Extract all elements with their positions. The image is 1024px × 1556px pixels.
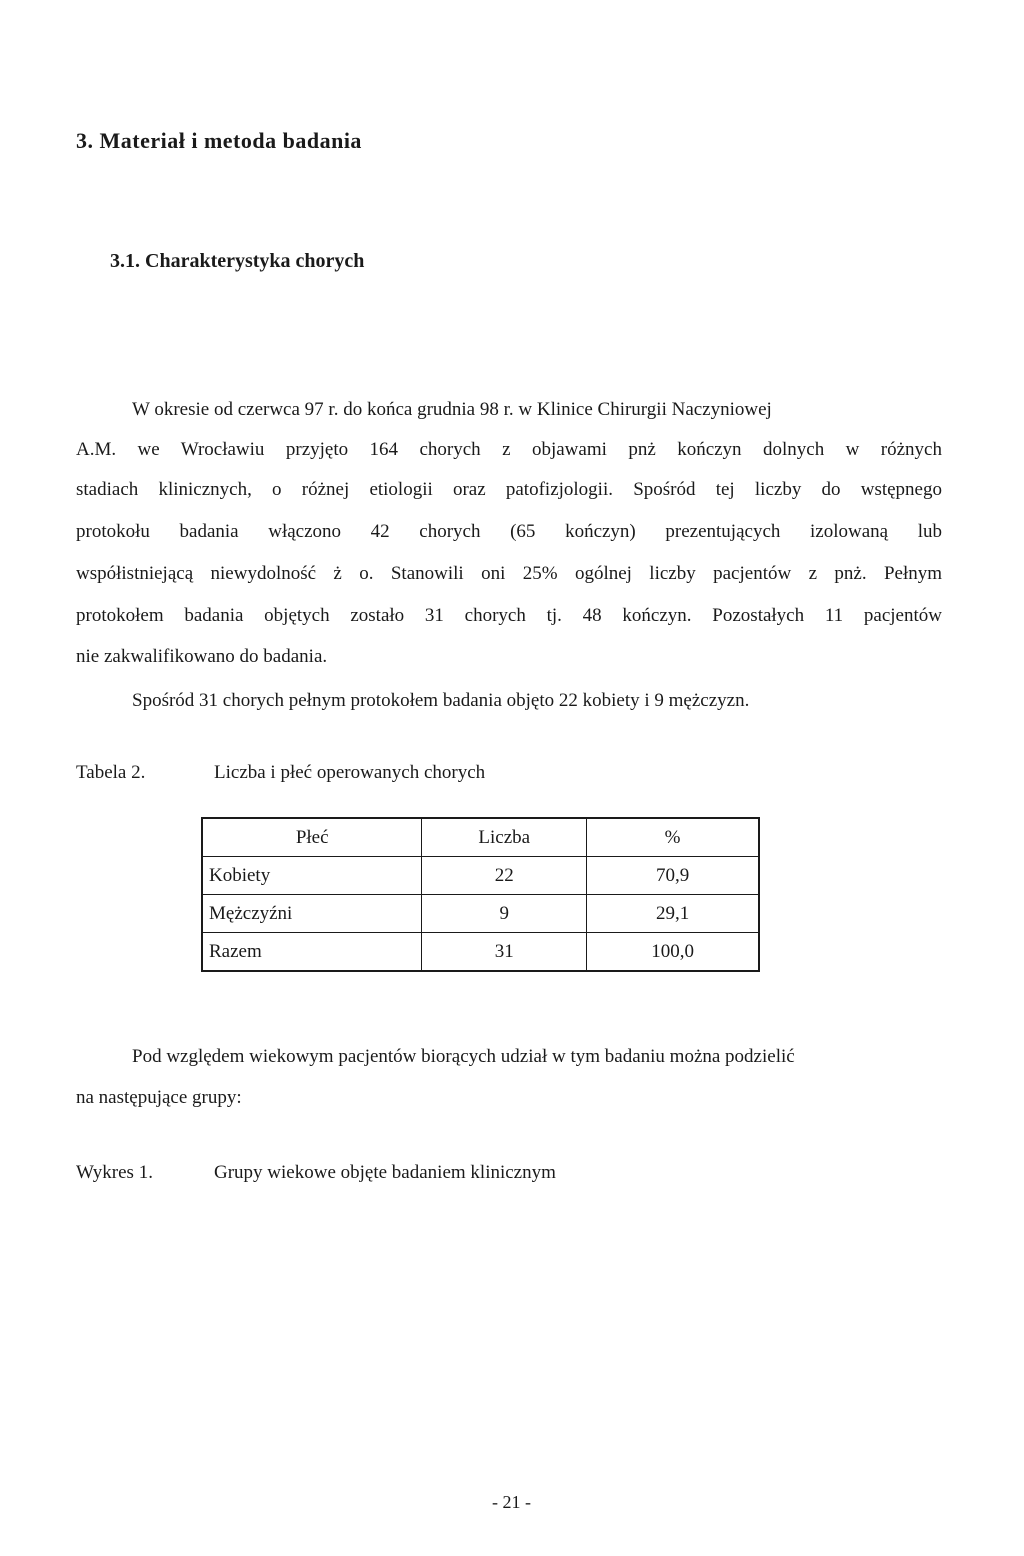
column-header-count: Liczba xyxy=(422,818,587,857)
section-heading: 3. Materiał i metoda badania xyxy=(76,128,362,153)
paragraph-3-line: na następujące grupy: xyxy=(76,1087,242,1108)
table-cell: 70,9 xyxy=(587,857,759,895)
subsection-heading: 3.1. Charakterystyka chorych xyxy=(110,250,365,272)
paragraph-3-line: Pod względem wiekowym pacjentów biorących udział w tym badaniu można podzielić xyxy=(132,1046,795,1067)
paragraph-1-line: protokołem badania objętych zostało 31 chorych tj. 48 kończyn. Pozostałych 11 pacjentów xyxy=(76,605,942,626)
table-header-row xyxy=(202,818,759,857)
chart-caption-title: Grupy wiekowe objęte badaniem klinicznym xyxy=(214,1162,556,1183)
gender-table xyxy=(201,817,760,972)
paragraph-1-line: A.M. we Wrocławiu przyjęto 164 chorych z objawami pnż kończyn dolnych w różnych xyxy=(76,439,942,460)
page-number: - 21 - xyxy=(492,1492,531,1512)
table-cell: Kobiety xyxy=(202,857,422,895)
column-header-gender: Płeć xyxy=(202,818,422,857)
table-cell: Razem xyxy=(202,933,422,972)
table-cell: 29,1 xyxy=(587,895,759,933)
paragraph-1-line: nie zakwalifikowano do badania. xyxy=(76,646,328,667)
table-caption-title: Liczba i płeć operowanych chorych xyxy=(214,762,486,783)
paragraph-1-line: protokołu badania włączono 42 chorych (65 kończyn) prezentujących izolowaną lub xyxy=(76,521,942,542)
table-cell: Mężczyźni xyxy=(202,895,422,933)
table-caption-label: Tabela 2. xyxy=(76,762,146,783)
table-cell: 9 xyxy=(422,895,587,933)
table-row xyxy=(202,933,759,972)
table-cell: 31 xyxy=(422,933,587,972)
paragraph-2: Spośród 31 chorych pełnym protokołem badania objęto 22 kobiety i 9 mężczyzn. xyxy=(132,690,750,711)
table-cell: 22 xyxy=(422,857,587,895)
table-row xyxy=(202,895,759,933)
paragraph-1-line: współistniejącą niewydolność ż o. Stanowili oni 25% ogólnej liczby pacjentów z pnż. Pełnym xyxy=(76,563,942,584)
paragraph-1-line: W okresie od czerwca 97 r. do końca grudnia 98 r. w Klinice Chirurgii Naczyniowej xyxy=(132,399,772,420)
table-cell: 100,0 xyxy=(587,933,759,972)
column-header-percent: % xyxy=(587,818,759,857)
table-row xyxy=(202,857,759,895)
chart-caption-label: Wykres 1. xyxy=(76,1162,153,1183)
paragraph-1-line: stadiach klinicznych, o różnej etiologii oraz patofizjologii. Spośród tej liczby do wstępnego xyxy=(76,479,942,500)
